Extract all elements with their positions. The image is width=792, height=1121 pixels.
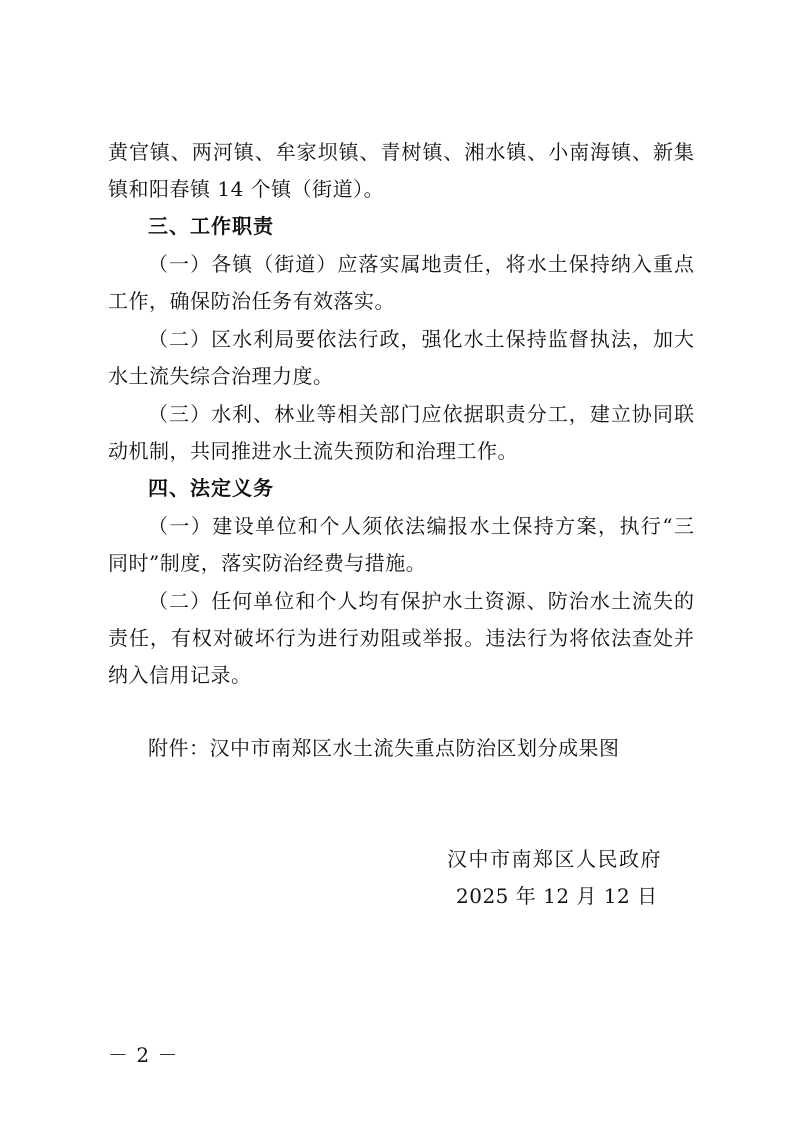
section-3-item-2-line-1: （二）区水利局要依法行政，强化水土保持监督执法，加大	[148, 327, 694, 351]
section-4-item-1-line-2: 同时”制度，落实防治经费与措施。	[108, 551, 427, 575]
page-number: － 2 －	[108, 1043, 179, 1067]
section-4-item-2-line-1: （二）任何单位和个人均有保护水土资源、防治水土流失的	[148, 589, 694, 613]
paragraph-continuation-line-1: 黄官镇、两河镇、牟家坝镇、青树镇、湘水镇、小南海镇、新集	[108, 140, 694, 164]
signature-organization: 汉中市南郑区人民政府	[447, 847, 662, 871]
section-3-heading: 三、工作职责	[148, 214, 274, 238]
signature-date: 2025 年 12 月 12 日	[456, 884, 658, 908]
section-3-item-3-line-1: （三）水利、林业等相关部门应依据职责分工，建立协同联	[148, 402, 694, 426]
section-4-heading: 四、法定义务	[148, 476, 274, 500]
section-3-item-2-line-2: 水土流失综合治理力度。	[108, 364, 334, 388]
paragraph-continuation-line-2: 镇和阳春镇 14 个镇（街道）。	[108, 177, 385, 201]
section-3-item-3-line-2: 动机制，共同推进水土流失预防和治理工作。	[108, 439, 518, 463]
section-4-item-2-line-3: 纳入信用记录。	[108, 663, 252, 687]
section-4-item-1-line-1: （一）建设单位和个人须依法编报水土保持方案，执行“三	[148, 514, 694, 538]
attachment-note: 附件：汉中市南郑区水土流失重点防治区划分成果图	[148, 736, 620, 760]
section-4-item-2-line-2: 责任，有权对破坏行为进行劝阻或举报。违法行为将依法查处并	[108, 626, 694, 650]
section-3-item-1-line-2: 工作，确保防治任务有效落实。	[108, 289, 395, 313]
section-3-item-1-line-1: （一）各镇（街道）应落实属地责任，将水土保持纳入重点	[148, 252, 694, 276]
